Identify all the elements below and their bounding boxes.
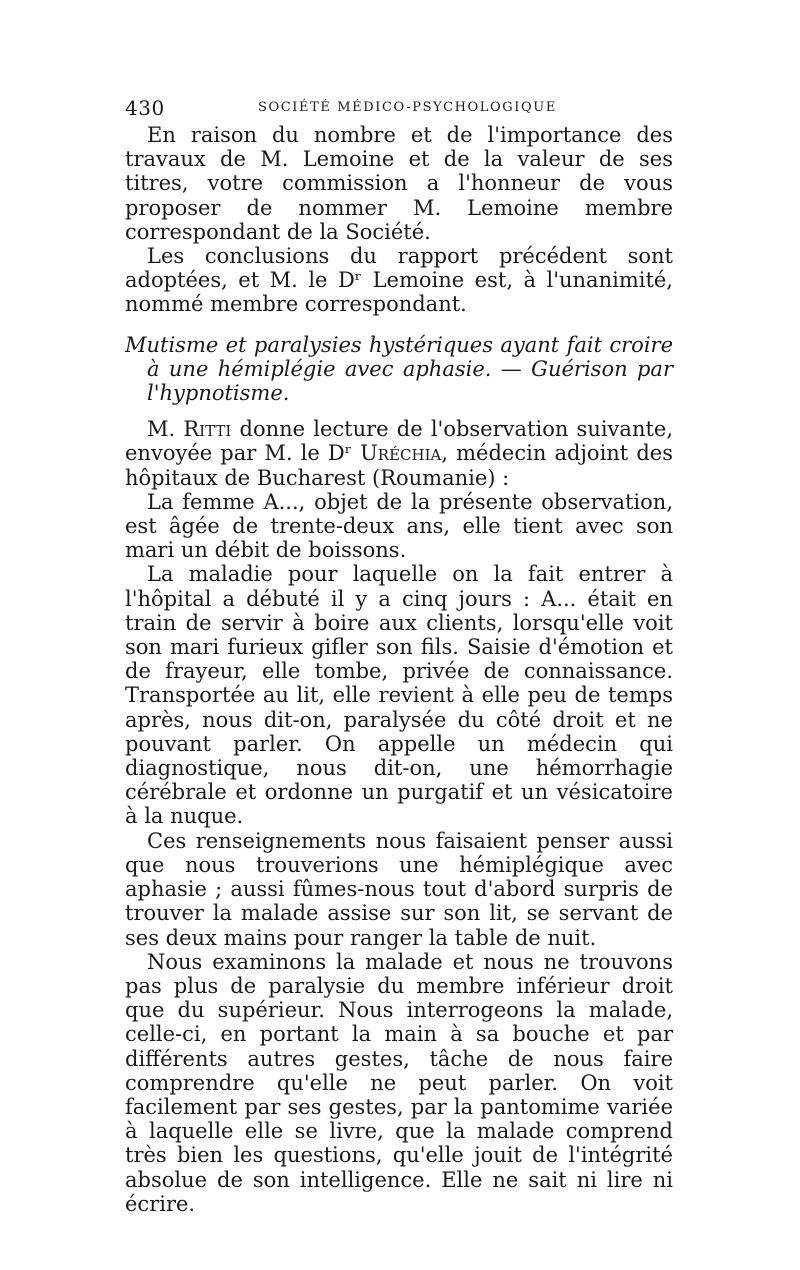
intro-middle: donne lecture de l'observation suivante, envoyée par M. le Dʳ — [125, 417, 674, 466]
page-number: 430 — [125, 96, 165, 120]
running-title: SOCIÉTÉ MÉDICO-PSYCHOLOGIQUE — [258, 100, 557, 115]
page-header — [125, 96, 685, 120]
intro-end: , médecin adjoint des hôpitaux de Bucharest (Roumanie) : — [125, 441, 673, 490]
paragraph-illness-onset: La maladie pour laquelle on la fait entrer à l'hôpital a débuté il y a cinq jours : A... était en train de servir à boire aux clients, lorsqu'elle voit son mari furieux gifler son fils. Saisie d'émotion et de frayeur, elle tombe, privée de connaissance. Transportée au lit, elle revient à elle peu de temps après, nous dit-on, paralysée du côté droit et ne pouvant parler. On appelle un médecin qui diagnostique, nous dit-on, une hémorrhagie cérébrale et ordonne un purgatif et un vésicatoire à la nuque. — [125, 562, 673, 829]
author-name-ritti: Ritti — [183, 417, 232, 442]
paragraph-examination: Nous examinons la malade et nous ne trouvons pas plus de paralysie du membre inférieur droit que du supérieur. Nous interrogeons la malade, celle-ci, en portant la main à sa bouche et par différents autres gestes, tâche de nous faire comprendre qu'elle ne peut parler. On voit facilement par ses gestes, par la pantomime variée à laquelle elle se livre, que la malade comprend très bien les questions, qu'elle jouit de l'intégrité absolue de son intelligence. Elle ne sait ni lire ni écrire. — [125, 949, 673, 1216]
paragraph-observation-intro — [125, 417, 673, 490]
paragraph-conclusions-adopted: Les conclusions du rapport précédent sont adoptées, et M. le Dʳ Lemoine est, à l'unanimité, nommé membre correspondant. — [125, 244, 673, 317]
paragraph-patient-description: La femme A..., objet de la présente observation, est âgée de trente-deux ans, elle tient avec son mari un débit de boissons. — [125, 489, 673, 563]
paragraph-commission-proposal: En raison du nombre et de l'importance des travaux de M. Lemoine et de la valeur de ses titres, votre commission a l'honneur de vous proposer de nommer M. Lemoine membre correspondant de la Société. — [125, 123, 673, 244]
paragraph-first-impression: Ces renseignements nous faisaient penser aussi que nous trouverions une hémiplégique avec aphasie ; aussi fûmes-nous tout d'abord surpris de trouver la malade assise sur son lit, se servant de ses deux mains pour ranger la table de nuit. — [125, 828, 673, 950]
intro-start: M. — [147, 417, 184, 442]
author-name-urechia: Uréchia — [360, 441, 442, 466]
body-text — [125, 123, 673, 1216]
section-title: Mutisme et paralysies hystériques ayant fait croire à une hémiplégie avec aphasie. — Guérison par l'hypnotisme. — [125, 332, 673, 406]
